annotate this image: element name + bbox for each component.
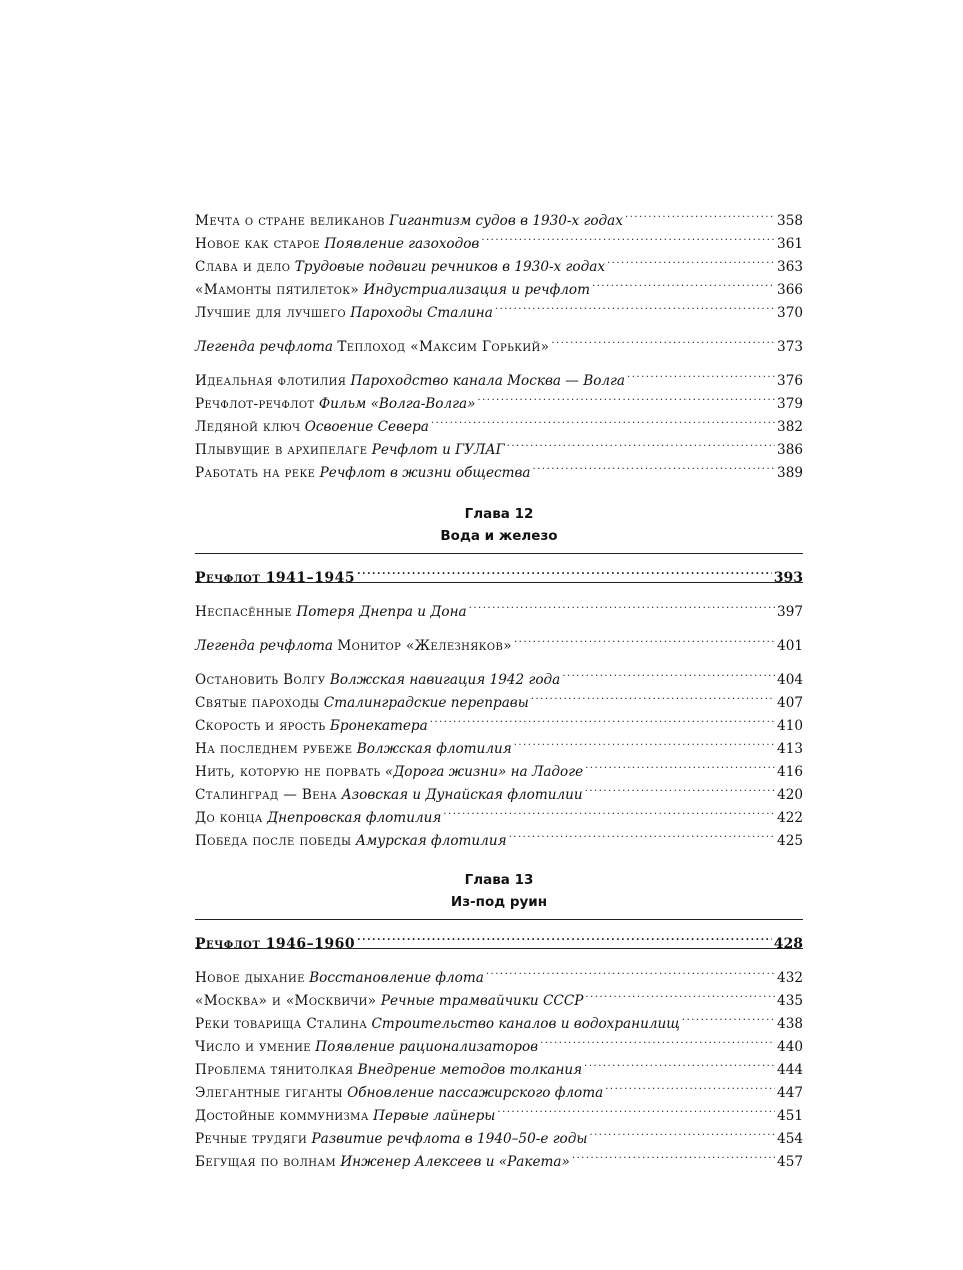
entry-title: «Москва» и «Москвичи»: [195, 993, 377, 1009]
page-number: 361: [777, 236, 803, 252]
chapter-label: Глава 12: [464, 506, 534, 522]
leader-dots: [533, 454, 776, 477]
leader-dots: [357, 554, 772, 582]
page-number: 410: [777, 718, 803, 734]
page-number: 401: [777, 638, 803, 654]
page-number: 386: [777, 442, 803, 458]
page-number: 393: [773, 570, 803, 586]
toc-chapter-main-entry[interactable]: [195, 920, 803, 952]
leader-dots: [572, 1143, 775, 1166]
entry-subtitle: Речфлот и ГУЛАГ: [371, 442, 505, 458]
entry-title: «Мамонты пятилеток»: [195, 282, 360, 298]
entry-title: Мечта о стране великанов: [195, 213, 385, 229]
entry-title: Неспасённые: [195, 604, 293, 620]
page-number: 422: [777, 810, 803, 826]
leader-dots: [431, 408, 775, 431]
entry-subtitle: Амурская флотилия: [355, 833, 507, 849]
page-number: 363: [777, 259, 803, 275]
entry-subtitle: Волжская навигация 1942 года: [329, 672, 561, 688]
leader-dots: [585, 982, 775, 1005]
entry-subtitle: Развитие речфлота в 1940–50-е годы: [311, 1131, 588, 1147]
entry-title: Сталинград — Вена: [195, 787, 338, 803]
entry-title: Речфлот 1946–1960: [195, 936, 356, 952]
toc-group-a: [195, 202, 803, 321]
entry-subtitle: Азовская и Дунайская флотилии: [341, 787, 583, 803]
leader-dots: [592, 271, 775, 294]
entry-title: Монитор «Железняков»: [337, 638, 512, 654]
toc-legend-entry[interactable]: [195, 328, 803, 355]
entry-subtitle: Пароходы Сталина: [350, 305, 493, 321]
entry-subtitle: Первые лайнеры: [373, 1108, 496, 1124]
entry-title: Новое дыхание: [195, 970, 305, 986]
page-number: 428: [773, 936, 803, 952]
leader-dots: [469, 593, 775, 616]
leader-dots: [357, 920, 772, 948]
entry-subtitle: Пароходство канала Москва — Волга: [350, 373, 626, 389]
entry-subtitle: Появление газоходов: [324, 236, 480, 252]
page-number: 389: [777, 465, 803, 481]
entry-subtitle: Днепровская флотилия: [267, 810, 442, 826]
leader-dots: [605, 1074, 775, 1097]
toc-entry[interactable]: [195, 593, 803, 620]
entry-title: Святые пароходы: [195, 695, 320, 711]
entry-title: Плывущие в архипелаге: [195, 442, 368, 458]
leader-dots: [495, 294, 775, 317]
page-number: 397: [777, 604, 803, 620]
entry-subtitle: Волжская флотилия: [356, 741, 512, 757]
entry-subtitle: Потеря Днепра и Дона: [296, 604, 467, 620]
page-number: 451: [777, 1108, 803, 1124]
entry-subtitle: Трудовые подвиги речников в 1930-х годах: [294, 259, 605, 275]
chapter-name: Из-под руин: [450, 894, 548, 910]
legend-prefix: Легенда речфлота: [195, 339, 333, 355]
leader-dots: [430, 707, 775, 730]
toc-group-b: [195, 362, 803, 481]
entry-subtitle: Инженер Алексеев и «Ракета»: [340, 1154, 570, 1170]
entry-title: Бегущая по волнам: [195, 1154, 336, 1170]
leader-dots: [443, 799, 775, 822]
leader-dots: [477, 385, 775, 408]
page-number: 379: [777, 396, 803, 412]
entry-title: Работать на реке: [195, 465, 316, 481]
entry-title: Проблема тянитолкая: [195, 1062, 354, 1078]
page-number: 457: [777, 1154, 803, 1170]
leader-dots: [509, 822, 775, 845]
entry-subtitle: Восстановление флота: [309, 970, 484, 986]
entry-subtitle: Внедрение методов толкания: [357, 1062, 583, 1078]
entry-subtitle: Речфлот в жизни общества: [319, 465, 531, 481]
leader-dots: [551, 328, 775, 351]
entry-title: Реки товарища Сталина: [195, 1016, 368, 1032]
entry-subtitle: Гигантизм судов в 1930-х годах: [389, 213, 623, 229]
entry-title: Идеальная флотилия: [195, 373, 347, 389]
leader-dots: [540, 1028, 775, 1051]
leader-dots: [585, 753, 775, 776]
toc-chapter-main-entry[interactable]: [195, 554, 803, 586]
entry-title: Лучшие для лучшего: [195, 305, 346, 321]
table-of-contents: [195, 202, 803, 1170]
page-number: 432: [777, 970, 803, 986]
leader-dots: [531, 684, 775, 707]
entry-subtitle: Строительство каналов и водохранилищ: [371, 1016, 680, 1032]
leader-dots: [507, 431, 775, 454]
entry-title: На последнем рубеже: [195, 741, 353, 757]
entry-title: До конца: [195, 810, 263, 826]
leader-dots: [625, 202, 775, 225]
leader-dots: [682, 1005, 775, 1028]
leader-dots: [514, 627, 775, 650]
leader-dots: [497, 1097, 775, 1120]
entry-subtitle: Бронекатера: [329, 718, 428, 734]
entry-subtitle: Фильм «Волга-Волга»: [318, 396, 476, 412]
toc-legend-entry[interactable]: [195, 627, 803, 654]
toc-group-ch13: [195, 959, 803, 1170]
entry-title: Слава и дело: [195, 259, 291, 275]
entry-subtitle: Освоение Севера: [304, 419, 429, 435]
page-number: 416: [777, 764, 803, 780]
leader-dots: [627, 362, 775, 385]
leader-dots: [486, 959, 775, 982]
entry-title: Теплоход «Максим Горький»: [337, 339, 550, 355]
toc-entry[interactable]: [195, 959, 803, 986]
page-number: 454: [777, 1131, 803, 1147]
page-number: 358: [777, 213, 803, 229]
page-number: 438: [777, 1016, 803, 1032]
page-number: 447: [777, 1085, 803, 1101]
toc-entry[interactable]: [195, 661, 803, 688]
entry-title: Достойные коммунизма: [195, 1108, 369, 1124]
page-number: 382: [777, 419, 803, 435]
entry-title: Скорость и ярость: [195, 718, 326, 734]
entry-subtitle: Индустриализация и речфлот: [363, 282, 590, 298]
entry-title: Остановить Волгу: [195, 672, 326, 688]
legend-prefix: Легенда речфлота: [195, 638, 333, 654]
entry-title: Речные трудяги: [195, 1131, 308, 1147]
page-number: 440: [777, 1039, 803, 1055]
page-number: 376: [777, 373, 803, 389]
page-number: 373: [777, 339, 803, 355]
entry-title: Речфлот 1941–1945: [195, 570, 356, 586]
entry-subtitle: Появление рационализаторов: [315, 1039, 539, 1055]
entry-subtitle: «Дорога жизни» на Ладоге: [384, 764, 584, 780]
page-number: 366: [777, 282, 803, 298]
chapter-label: Глава 13: [464, 872, 534, 888]
toc-group-ch12: [195, 661, 803, 849]
entry-subtitle: Сталинградские переправы: [323, 695, 529, 711]
entry-subtitle: Речные трамвайчики СССР: [380, 993, 584, 1009]
leader-dots: [514, 730, 775, 753]
toc-entry[interactable]: [195, 202, 803, 229]
leader-dots: [584, 1051, 775, 1074]
leader-dots: [481, 225, 775, 248]
page-number: 420: [777, 787, 803, 803]
entry-title: Ледяной ключ: [195, 419, 301, 435]
page-number: 404: [777, 672, 803, 688]
entry-title: Речфлот-речфлот: [195, 396, 315, 412]
entry-title: Нить, которую не порвать: [195, 764, 381, 780]
chapter-name: Вода и железо: [440, 528, 558, 544]
page-number: 425: [777, 833, 803, 849]
toc-entry[interactable]: [195, 362, 803, 389]
entry-title: Новое как старое: [195, 236, 321, 252]
page-number: 413: [777, 741, 803, 757]
leader-dots: [562, 661, 775, 684]
page-number: 407: [777, 695, 803, 711]
page-number: 370: [777, 305, 803, 321]
entry-subtitle: Обновление пассажирского флота: [347, 1085, 604, 1101]
leader-dots: [607, 248, 775, 271]
leader-dots: [589, 1120, 775, 1143]
entry-title: Победа после победы: [195, 833, 352, 849]
page-number: 435: [777, 993, 803, 1009]
entry-title: Число и умение: [195, 1039, 311, 1055]
leader-dots: [585, 776, 775, 799]
page-number: 444: [777, 1062, 803, 1078]
entry-title: Элегантные гиганты: [195, 1085, 343, 1101]
